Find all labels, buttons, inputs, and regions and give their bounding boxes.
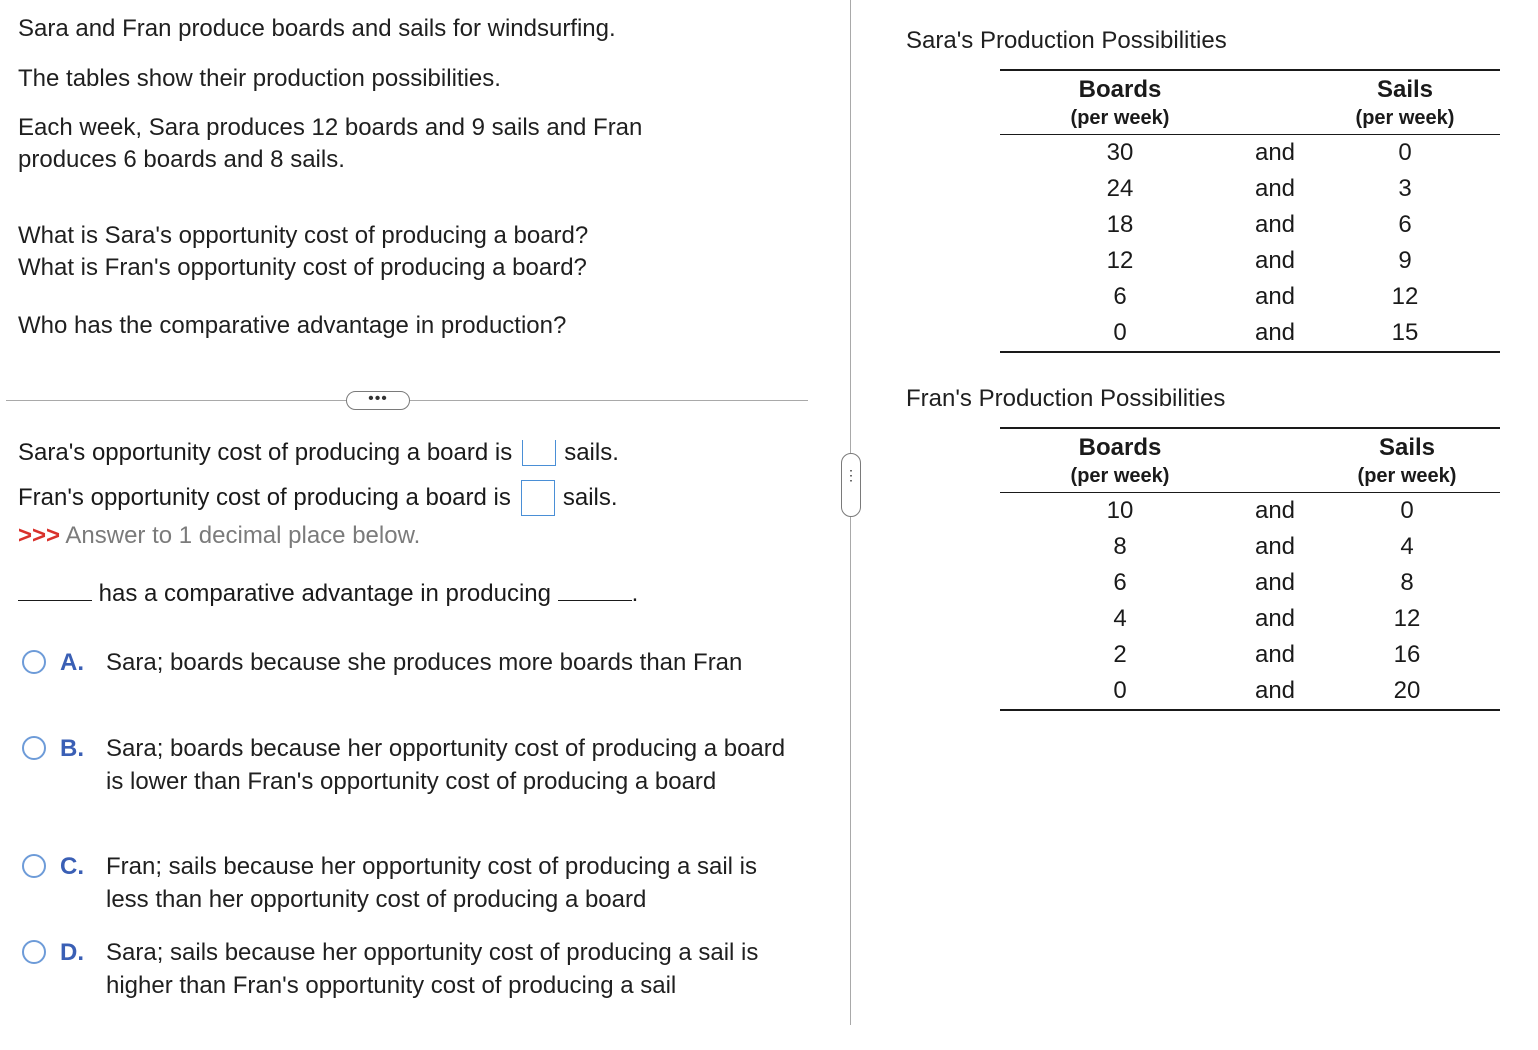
sara-answer-row — [18, 438, 619, 468]
fran-answer-prefix: Fran's opportunity cost of producing a board is — [18, 484, 511, 511]
hint-arrows: >>> — [18, 522, 61, 549]
option-c-letter: C. — [60, 853, 84, 880]
sara-col-sails-header — [1310, 75, 1500, 131]
sara-col-sails-unit: (per week) — [1355, 107, 1455, 129]
sails-cell: 3 — [1398, 175, 1412, 202]
sara-col-boards-title: Boards — [1078, 76, 1162, 103]
option-d-radio[interactable] — [22, 940, 46, 964]
sara-answer-prefix: Sara's opportunity cost of producing a board is — [18, 439, 513, 466]
boards-cell: 6 — [1113, 283, 1127, 310]
sara-answer-input[interactable] — [522, 440, 556, 466]
table-row — [1000, 243, 1500, 279]
sails-cell: 15 — [1391, 319, 1419, 346]
fran-answer-suffix: sails. — [562, 484, 618, 511]
option-b-letter: B. — [60, 735, 84, 762]
and-cell: and — [1254, 139, 1296, 166]
sara-col-boards-header — [1025, 75, 1215, 131]
table-row — [1000, 529, 1500, 565]
option-b[interactable] — [18, 732, 808, 798]
panel-resize-handle[interactable]: ⋮ — [841, 453, 861, 517]
and-cell: and — [1254, 175, 1296, 202]
and-cell: and — [1254, 283, 1296, 310]
boards-cell: 30 — [1106, 139, 1134, 166]
sails-cell: 6 — [1398, 211, 1412, 238]
sails-cell: 0 — [1400, 497, 1414, 524]
blank-sentence-mid: has a comparative advantage in producing — [92, 580, 558, 607]
boards-cell: 18 — [1106, 211, 1134, 238]
option-a[interactable] — [18, 646, 808, 679]
and-cell: and — [1254, 319, 1296, 346]
and-cell: and — [1254, 677, 1296, 704]
option-d-letter: D. — [60, 939, 84, 966]
sara-table — [1000, 69, 1500, 353]
table-row — [1000, 565, 1500, 601]
fran-col-boards-header — [1025, 433, 1215, 489]
sara-table-header — [1000, 71, 1500, 135]
sails-cell: 9 — [1398, 247, 1412, 274]
fran-answer-row — [18, 480, 618, 516]
blank-what — [558, 579, 632, 601]
intro-line-1: Sara and Fran produce boards and sails for windsurfing. — [18, 15, 616, 42]
option-a-text: Sara; boards because she produces more boards than Fran — [106, 649, 743, 676]
and-cell: and — [1254, 211, 1296, 238]
sails-cell: 12 — [1391, 283, 1419, 310]
sara-table-bottom-rule — [1000, 351, 1500, 353]
fran-table-title: Fran's Production Possibilities — [906, 385, 1226, 412]
and-cell: and — [1254, 533, 1296, 560]
and-cell: and — [1254, 641, 1296, 668]
table-row — [1000, 493, 1500, 529]
boards-cell: 6 — [1113, 569, 1127, 596]
question-comparative-advantage: Who has the comparative advantage in production? — [18, 312, 567, 339]
option-b-text: Sara; boards because her opportunity cost of producing a board is lower than Fran's opportunity cost of producing a board — [106, 735, 786, 795]
boards-cell: 24 — [1106, 175, 1134, 202]
and-cell: and — [1254, 497, 1296, 524]
fran-table — [1000, 427, 1500, 711]
fran-table-body — [1000, 493, 1500, 709]
sara-table-title: Sara's Production Possibilities — [906, 27, 1227, 54]
option-c-text: Fran; sails because her opportunity cost of producing a sail is less than her opportunity cost of producing a board — [106, 853, 758, 913]
blank-sentence-end: . — [631, 580, 639, 607]
and-cell: and — [1254, 247, 1296, 274]
fran-answer-input[interactable] — [521, 480, 555, 516]
table-row — [1000, 637, 1500, 673]
fran-col-boards-unit: (per week) — [1070, 465, 1170, 487]
sails-cell: 4 — [1400, 533, 1414, 560]
sails-cell: 0 — [1398, 139, 1412, 166]
table-row — [1000, 171, 1500, 207]
boards-cell: 0 — [1113, 677, 1127, 704]
table-row — [1000, 601, 1500, 637]
boards-cell: 2 — [1113, 641, 1127, 668]
sara-table-body — [1000, 135, 1500, 351]
option-b-radio[interactable] — [22, 736, 46, 760]
option-d-text: Sara; sails because her opportunity cost of producing a sail is higher than Fran's opportunity cost of producing a sail — [106, 939, 759, 999]
blank-sentence — [18, 579, 638, 609]
fran-table-bottom-rule — [1000, 709, 1500, 711]
boards-cell: 4 — [1113, 605, 1127, 632]
fran-col-boards-title: Boards — [1078, 434, 1162, 461]
option-a-radio[interactable] — [22, 650, 46, 674]
table-row — [1000, 135, 1500, 171]
question-fran-cost: What is Fran's opportunity cost of producing a board? — [18, 254, 587, 281]
table-row — [1000, 279, 1500, 315]
sails-cell: 8 — [1400, 569, 1414, 596]
fran-col-sails-title: Sails — [1378, 434, 1436, 461]
and-cell: and — [1254, 569, 1296, 596]
decimal-hint — [18, 521, 420, 551]
option-a-letter: A. — [60, 649, 84, 676]
and-cell: and — [1254, 605, 1296, 632]
boards-cell: 8 — [1113, 533, 1127, 560]
fran-col-sails-header — [1312, 433, 1502, 489]
hint-text: Answer to 1 decimal place below. — [60, 522, 421, 549]
fran-table-header — [1000, 429, 1500, 493]
more-button[interactable]: ••• — [346, 391, 410, 410]
table-row — [1000, 315, 1500, 351]
fran-col-sails-unit: (per week) — [1357, 465, 1457, 487]
table-row — [1000, 673, 1500, 709]
boards-cell: 0 — [1113, 319, 1127, 346]
blank-who — [18, 579, 92, 601]
table-row — [1000, 207, 1500, 243]
question-sara-cost: What is Sara's opportunity cost of producing a board? — [18, 222, 589, 249]
sara-col-boards-unit: (per week) — [1070, 107, 1170, 129]
boards-cell: 12 — [1106, 247, 1134, 274]
sails-cell: 12 — [1393, 605, 1421, 632]
each-week-line-1: Each week, Sara produces 12 boards and 9 sails and Fran — [18, 114, 643, 141]
option-c-radio[interactable] — [22, 854, 46, 878]
intro-line-2: The tables show their production possibilities. — [18, 65, 501, 92]
boards-cell: 10 — [1106, 497, 1134, 524]
sara-answer-suffix: sails. — [564, 439, 619, 466]
sails-cell: 20 — [1393, 677, 1421, 704]
each-week-line-2: produces 6 boards and 8 sails. — [18, 146, 345, 173]
option-c[interactable] — [18, 850, 808, 916]
sails-cell: 16 — [1393, 641, 1421, 668]
sara-col-sails-title: Sails — [1376, 76, 1434, 103]
option-d[interactable] — [18, 936, 808, 1002]
